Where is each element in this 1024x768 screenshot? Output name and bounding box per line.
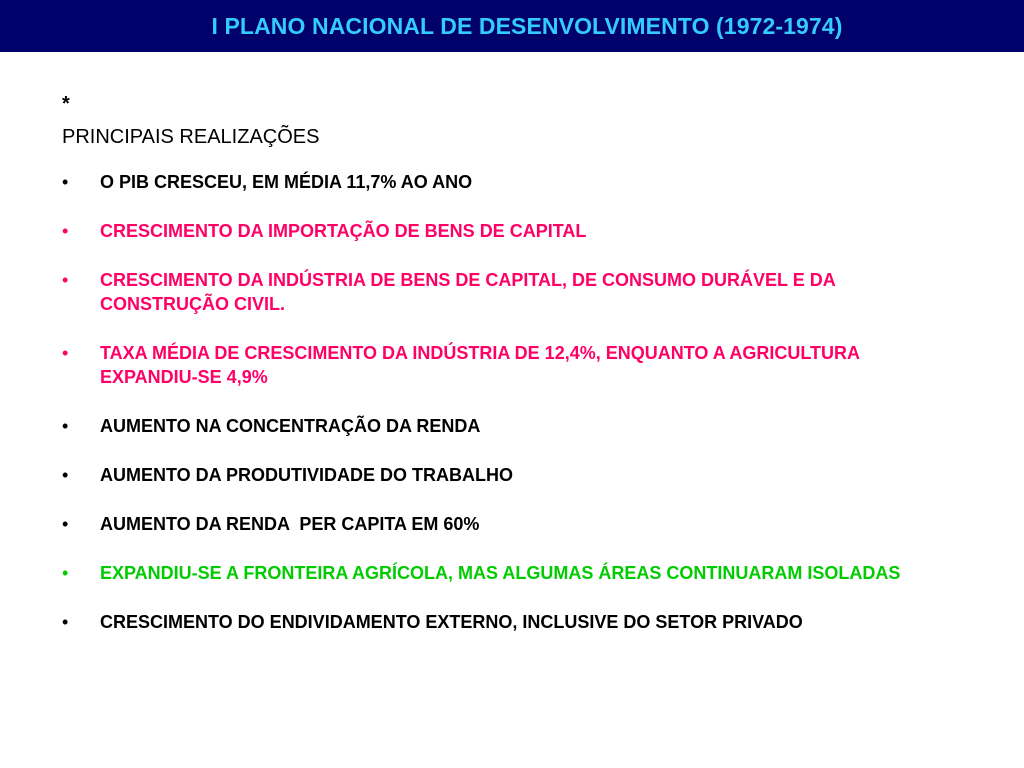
list-item-text: TAXA MÉDIA DE CRESCIMENTO DA INDÚSTRIA DE 12,4%, ENQUANTO A AGRICULTURA EXPANDIU-SE 4,9%: [100, 343, 860, 387]
bullet-dot-icon: •: [62, 221, 69, 241]
bullet-list: [62, 170, 962, 634]
bullet-dot-icon: •: [62, 465, 69, 485]
slide-content: [62, 92, 962, 659]
list-item-text: CRESCIMENTO DA INDÚSTRIA DE BENS DE CAPITAL, DE CONSUMO DURÁVEL E DA CONSTRUÇÃO CIVIL.: [100, 270, 836, 314]
list-item-text: CRESCIMENTO DA IMPORTAÇÃO DE BENS DE CAPITAL: [100, 221, 587, 241]
list-item-text: O PIB CRESCEU, EM MÉDIA 11,7% AO ANO: [100, 172, 473, 192]
section-subtitle: PRINCIPAIS REALIZAÇÕES: [62, 126, 320, 148]
asterisk-marker: *: [62, 93, 70, 115]
bullet-dot-icon: •: [62, 343, 69, 363]
list-item-text: AUMENTO DA RENDA PER CAPITA EM 60%: [100, 514, 480, 534]
list-item: [62, 268, 962, 316]
title-bar: [0, 0, 1024, 52]
list-item: [62, 219, 962, 243]
list-item: [62, 561, 962, 585]
list-item: [62, 341, 962, 389]
list-item: [62, 512, 962, 536]
bullet-dot-icon: •: [62, 514, 69, 534]
list-item: [62, 170, 962, 194]
list-item-text: CRESCIMENTO DO ENDIVIDAMENTO EXTERNO, INCLUSIVE DO SETOR PRIVADO: [100, 612, 803, 632]
list-item: [62, 463, 962, 487]
bullet-dot-icon: •: [62, 612, 69, 632]
list-item-text: AUMENTO DA PRODUTIVIDADE DO TRABALHO: [100, 465, 513, 485]
list-item: [62, 414, 962, 438]
list-item: [62, 610, 962, 634]
list-item-text: EXPANDIU-SE A FRONTEIRA AGRÍCOLA, MAS ALGUMAS ÁREAS CONTINUARAM ISOLADAS: [100, 563, 901, 583]
bullet-dot-icon: •: [62, 563, 69, 583]
slide-title: I PLANO NACIONAL DE DESENVOLVIMENTO (1972-1974): [211, 12, 843, 39]
bullet-dot-icon: •: [62, 172, 69, 192]
bullet-dot-icon: •: [62, 416, 69, 436]
list-item-text: AUMENTO NA CONCENTRAÇÃO DA RENDA: [100, 416, 481, 436]
bullet-dot-icon: •: [62, 270, 69, 290]
